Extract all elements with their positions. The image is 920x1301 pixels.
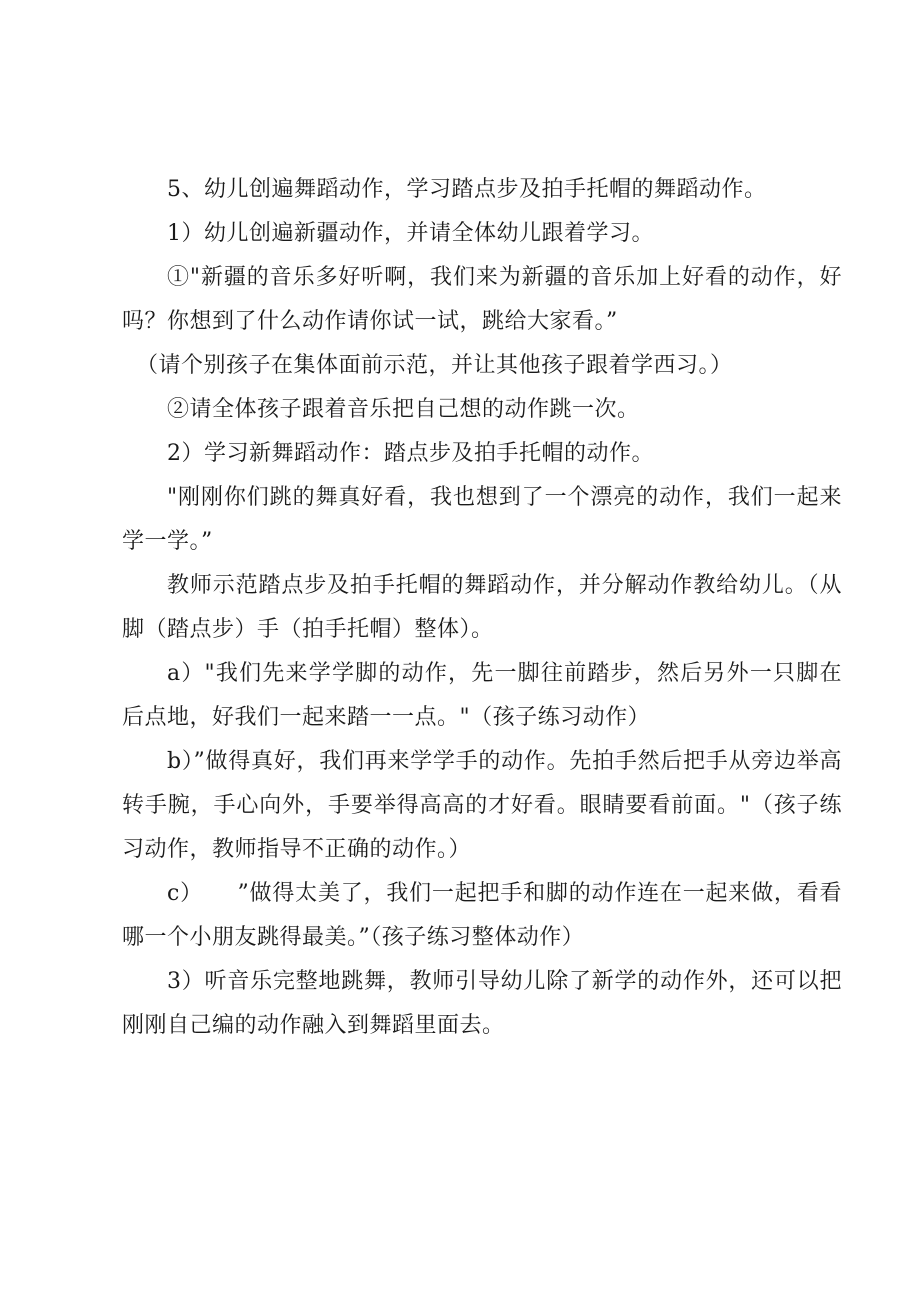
step-2-item-a: a）"我们先来学学脚的动作，先一脚往前踏步，然后另外一只脚在后点地，好我们一起来踏一一点。"（孩子练习动作） xyxy=(122,661,842,730)
step-2-demo: 教师示范踏点步及拍手托帽的舞蹈动作，并分解动作教给幼儿。（从脚（踏点步）手（拍手托帽）整体）。 xyxy=(122,573,842,642)
step-2-quote: "刚刚你们跳的舞真好看，我也想到了一个漂亮的动作，我们一起来学一学。” xyxy=(122,485,842,554)
document-body xyxy=(122,168,842,1048)
step-2-item-c: c） ”做得太美了，我们一起把手和脚的动作连在一起来做，看看哪一个小朋友跳得最美。”（孩子练习整体动作） xyxy=(122,881,842,950)
section-heading-5: 5、幼儿创遍舞蹈动作，学习踏点步及拍手托帽的舞蹈动作。 xyxy=(167,177,767,202)
step-1-note: （请个别孩子在集体面前示范，并让其他孩子跟着学西习。） xyxy=(136,353,733,378)
step-1-item-1: ①"新疆的音乐多好听啊，我们来为新疆的音乐加上好看的动作，好吗？你想到了什么动作请你试一试，跳给大家看。” xyxy=(122,265,842,334)
step-1-heading: 1）幼儿创遍新疆动作，并请全体幼儿跟着学习。 xyxy=(167,221,654,246)
step-2-item-b: b）”做得真好，我们再来学学手的动作。先拍手然后把手从旁边举高转手腕，手心向外，手要举得高高的才好看。眼睛要看前面。"（孩子练习动作，教师指导不正确的动作。） xyxy=(122,749,842,862)
step-3-heading: 3）听音乐完整地跳舞，教师引导幼儿除了新学的动作外，还可以把刚刚自己编的动作融入到舞蹈里面去。 xyxy=(122,969,842,1038)
step-1-item-2: ②请全体孩子跟着音乐把自己想的动作跳一次。 xyxy=(167,397,640,422)
step-2-heading: 2）学习新舞蹈动作：踏点步及拍手托帽的动作。 xyxy=(167,441,654,466)
